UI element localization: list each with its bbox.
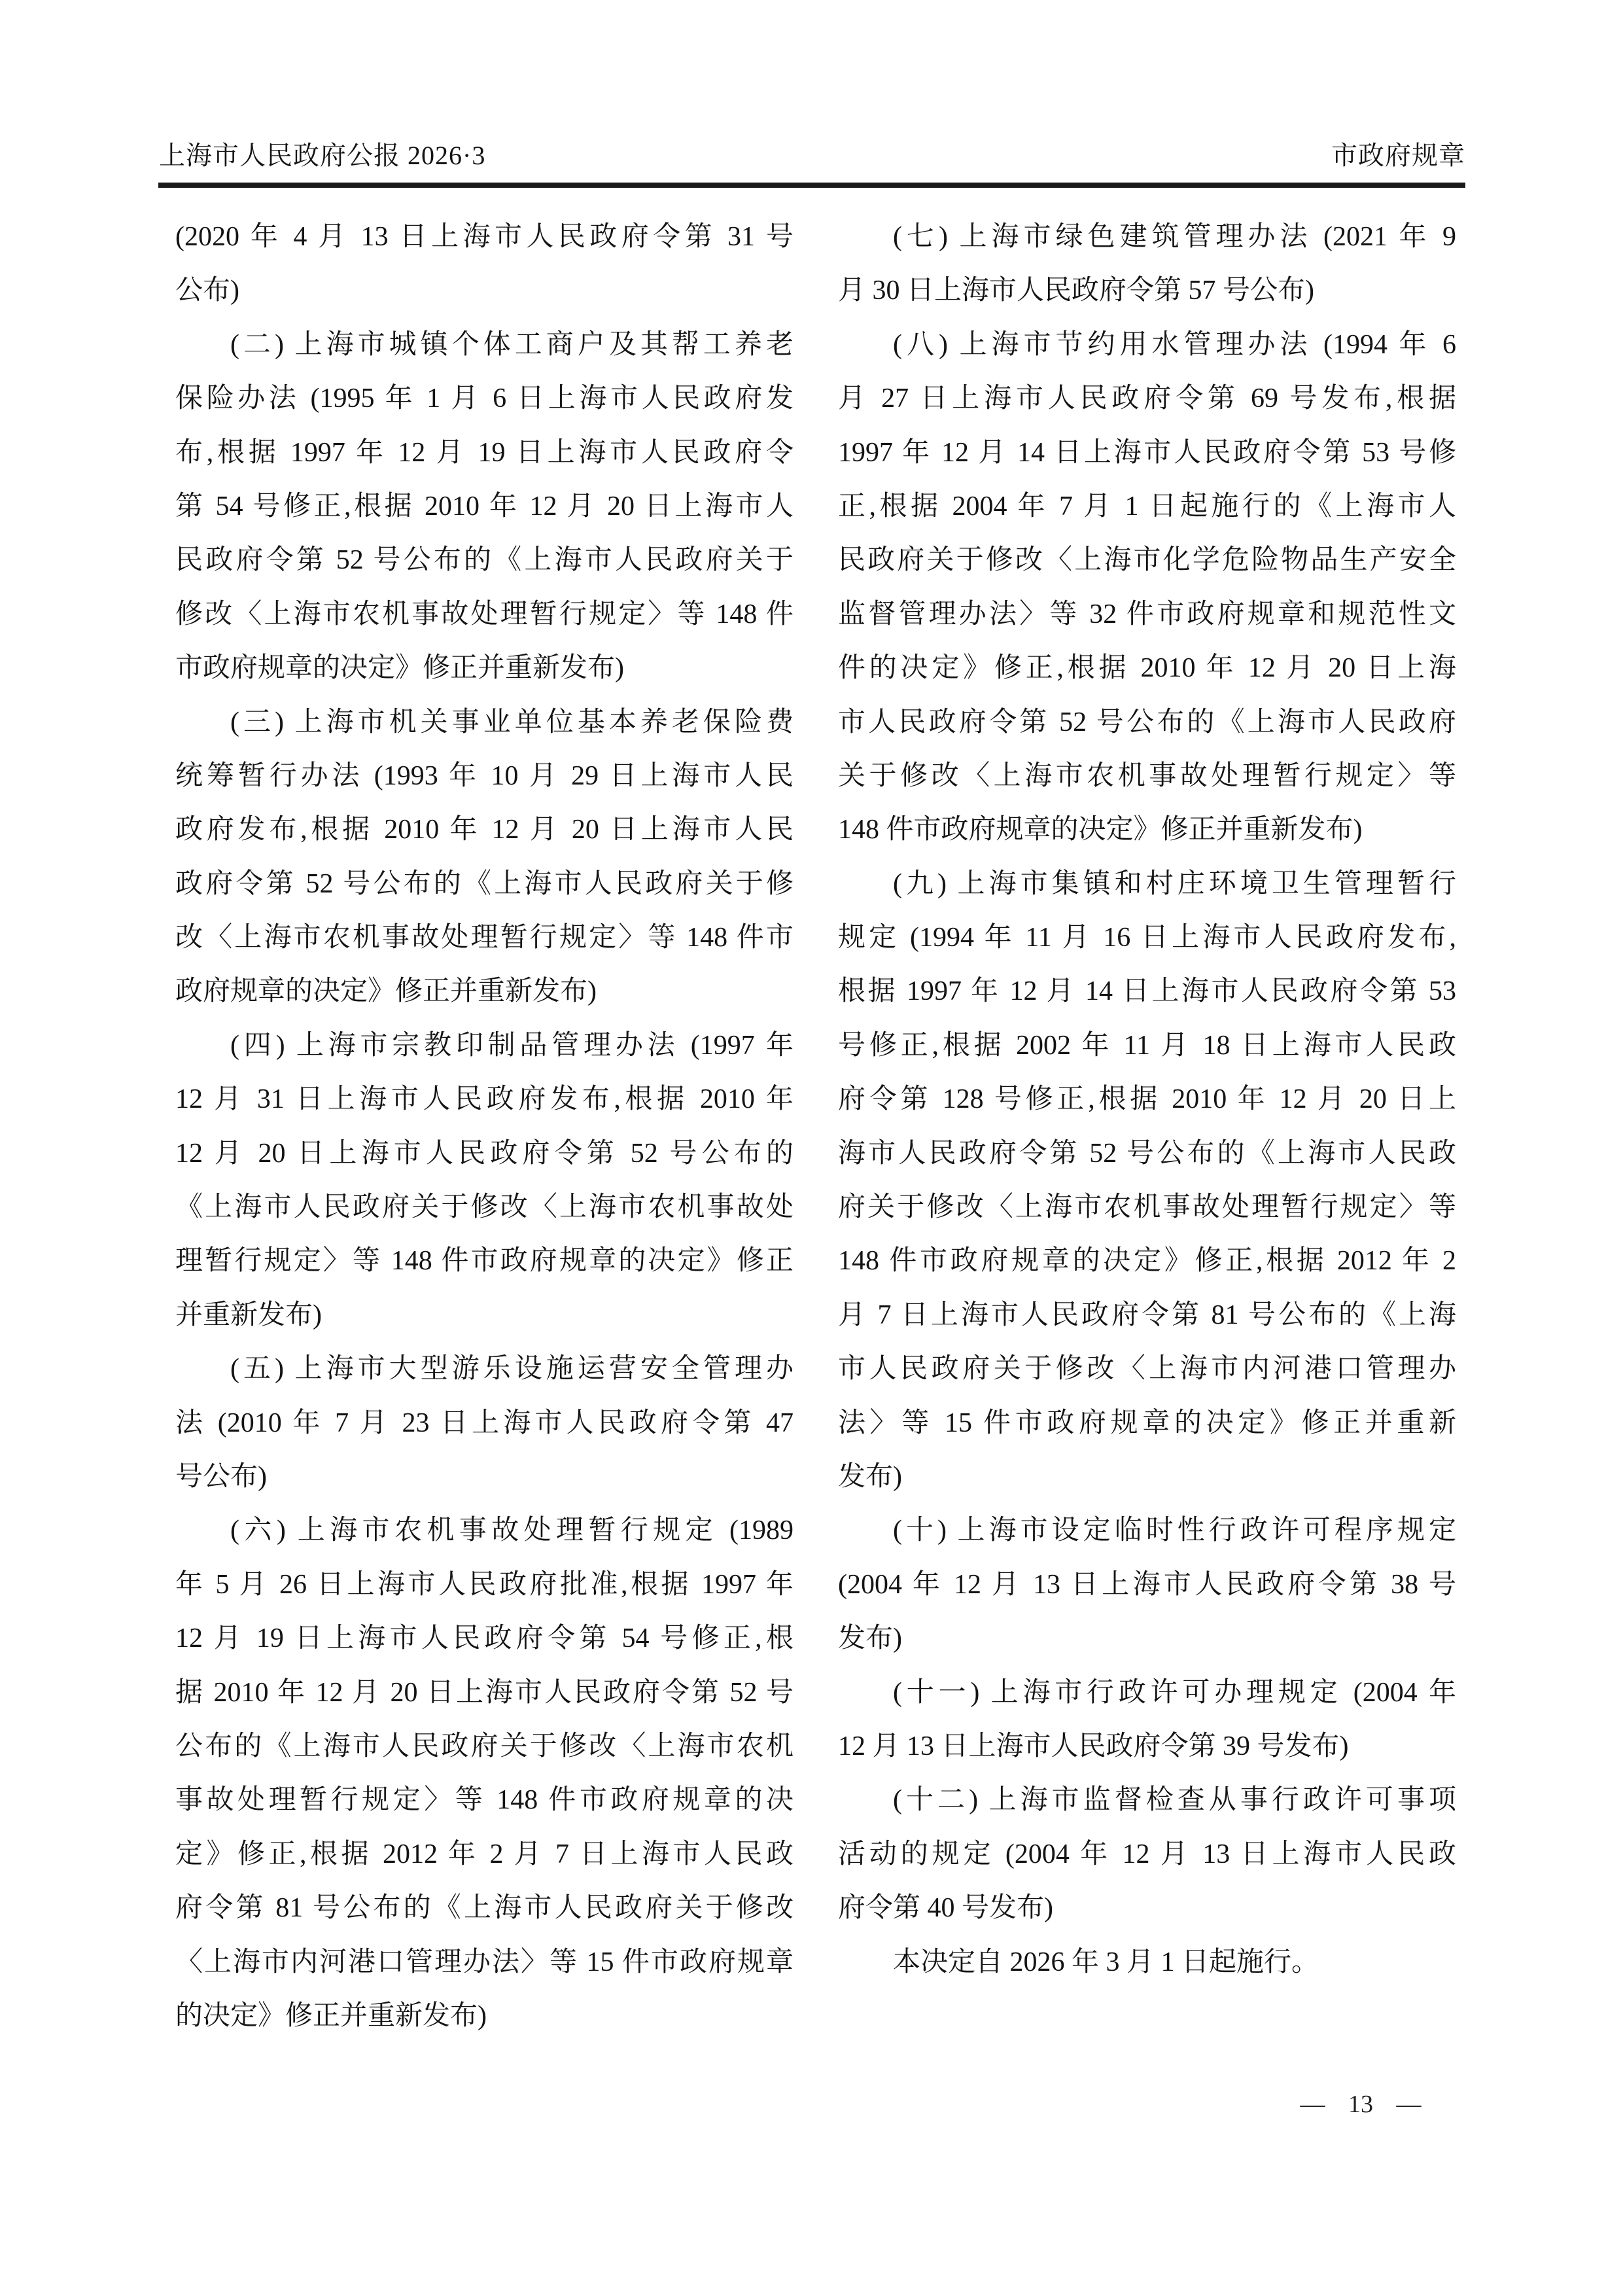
text-line: 公布) <box>175 275 239 306</box>
text-line: (八) 上海市节约用水管理办法 (1994 年 6 <box>893 329 1456 360</box>
text-line: 布,根据 1997 年 12 月 19 日上海市人民政府令 <box>175 437 794 468</box>
text-line: 并重新发布) <box>175 1299 322 1330</box>
text-line: 公布的《上海市人民政府关于修改〈上海市农机 <box>175 1731 794 1761</box>
text-line: 民政府关于修改〈上海市化学危险物品生产安全 <box>838 545 1456 576</box>
text-line: 1997 年 12 月 14 日上海市人民政府令第 53 号修 <box>838 437 1456 468</box>
text-line: 政府发布,根据 2010 年 12 月 20 日上海市人民 <box>175 815 794 845</box>
text-line: 关于修改〈上海市农机事故处理暂行规定〉等 <box>838 760 1456 791</box>
text-line: 修改〈上海市农机事故处理暂行规定〉等 148 件 <box>175 599 794 629</box>
text-line: (十一) 上海市行政许可办理规定 (2004 年 <box>893 1677 1456 1708</box>
text-line: 府令第 128 号修正,根据 2010 年 12 月 20 日上 <box>838 1084 1456 1115</box>
text-line: 148 件市政府规章的决定》修正,根据 2012 年 2 <box>838 1246 1456 1277</box>
left-column <box>175 210 794 2043</box>
text-line: 正,根据 2004 年 7 月 1 日起施行的《上海市人 <box>838 491 1456 521</box>
text-line: 事故处理暂行规定〉等 148 件市政府规章的决 <box>175 1785 794 1816</box>
text-line: 月 7 日上海市人民政府令第 81 号公布的《上海 <box>838 1299 1456 1330</box>
text-line: 市人民政府关于修改〈上海市内河港口管理办 <box>838 1354 1456 1385</box>
text-line: (六) 上海市农机事故处理暂行规定 (1989 <box>230 1515 794 1546</box>
text-line: 海市人民政府令第 52 号公布的《上海市人民政 <box>838 1138 1456 1169</box>
text-line: 的决定》修正并重新发布) <box>175 2000 487 2031</box>
page-header <box>159 134 1465 173</box>
text-line: 12 月 20 日上海市人民政府令第 52 号公布的 <box>175 1138 794 1169</box>
text-line: (2004 年 12 月 13 日上海市人民政府令第 38 号 <box>838 1569 1456 1600</box>
text-line: (九) 上海市集镇和村庄环境卫生管理暂行 <box>893 868 1456 899</box>
text-line: 〈上海市内河港口管理办法〉等 15 件市政府规章 <box>175 1947 794 1977</box>
text-line: 市政府规章的决定》修正并重新发布) <box>175 653 624 684</box>
text-line: 12 月 19 日上海市人民政府令第 54 号修正,根 <box>175 1623 794 1654</box>
text-line: 法 (2010 年 7 月 23 日上海市人民政府令第 47 <box>175 1407 794 1438</box>
header-section-title: 市政府规章 <box>1331 141 1465 170</box>
text-line: 12 月 31 日上海市人民政府发布,根据 2010 年 <box>175 1084 794 1115</box>
text-line: (四) 上海市宗教印制品管理办法 (1997 年 <box>230 1030 794 1061</box>
text-line: 保险办法 (1995 年 1 月 6 日上海市人民政府发 <box>175 383 794 414</box>
text-line: 改〈上海市农机事故处理暂行规定〉等 148 件市 <box>175 923 794 953</box>
text-line: 府令第 40 号发布) <box>838 1893 1053 1924</box>
text-line: 活动的规定 (2004 年 12 月 13 日上海市人民政 <box>838 1839 1456 1869</box>
text-line: 月 27 日上海市人民政府令第 69 号发布,根据 <box>838 383 1456 414</box>
text-line: 号修正,根据 2002 年 11 月 18 日上海市人民政 <box>838 1030 1456 1061</box>
text-line: 年 5 月 26 日上海市人民政府批准,根据 1997 年 <box>175 1569 794 1600</box>
text-line: 月 30 日上海市人民政府令第 57 号公布) <box>838 275 1314 306</box>
text-line: 府关于修改〈上海市农机事故处理暂行规定〉等 <box>838 1192 1456 1223</box>
text-line: 件的决定》修正,根据 2010 年 12 月 20 日上海 <box>838 653 1456 684</box>
text-line: (二) 上海市城镇个体工商户及其帮工养老 <box>230 329 794 360</box>
right-column <box>838 210 1456 1989</box>
text-line: 本决定自 2026 年 3 月 1 日起施行。 <box>893 1947 1319 1977</box>
page-footer <box>1243 2085 1478 2124</box>
text-line: 理暂行规定〉等 148 件市政府规章的决定》修正 <box>175 1246 794 1277</box>
text-line: 府令第 81 号公布的《上海市人民政府关于修改 <box>175 1893 794 1924</box>
header-rule <box>158 183 1465 188</box>
text-line: 政府令第 52 号公布的《上海市人民政府关于修 <box>175 868 794 899</box>
text-line: 统筹暂行办法 (1993 年 10 月 29 日上海市人民 <box>175 760 794 791</box>
text-line: 定》修正,根据 2012 年 2 月 7 日上海市人民政 <box>175 1839 794 1869</box>
text-line: 民政府令第 52 号公布的《上海市人民政府关于 <box>175 545 794 576</box>
text-line: 市人民政府令第 52 号公布的《上海市人民政府 <box>838 707 1456 737</box>
text-line: (十) 上海市设定临时性行政许可程序规定 <box>893 1515 1456 1546</box>
text-line: 政府规章的决定》修正并重新发布) <box>175 976 597 1007</box>
text-line: 第 54 号修正,根据 2010 年 12 月 20 日上海市人 <box>175 491 794 521</box>
text-line: (2020 年 4 月 13 日上海市人民政府令第 31 号 <box>175 222 794 252</box>
text-line: 根据 1997 年 12 月 14 日上海市人民政府令第 53 <box>838 976 1456 1007</box>
text-line: 发布) <box>838 1623 902 1654</box>
text-line: 据 2010 年 12 月 20 日上海市人民政府令第 52 号 <box>175 1677 794 1708</box>
text-line: 监督管理办法〉等 32 件市政府规章和规范性文 <box>838 599 1456 629</box>
text-line: (十二) 上海市监督检查从事行政许可事项 <box>893 1785 1456 1816</box>
text-line: (三) 上海市机关事业单位基本养老保险费 <box>230 707 794 737</box>
header-publication-title: 上海市人民政府公报 2026·3 <box>159 141 486 170</box>
text-line: 《上海市人民政府关于修改〈上海市农机事故处 <box>175 1192 794 1223</box>
text-line: (七) 上海市绿色建筑管理办法 (2021 年 9 <box>893 222 1456 252</box>
text-line: 规定 (1994 年 11 月 16 日上海市人民政府发布, <box>838 923 1456 953</box>
text-line: 12 月 13 日上海市人民政府令第 39 号发布) <box>838 1731 1349 1761</box>
text-line: 号公布) <box>175 1461 267 1492</box>
text-line: 法〉等 15 件市政府规章的决定》修正并重新 <box>838 1407 1456 1438</box>
page-number: — 13 — <box>1300 2091 1422 2118</box>
text-line: 148 件市政府规章的决定》修正并重新发布) <box>838 815 1363 845</box>
text-line: (五) 上海市大型游乐设施运营安全管理办 <box>230 1354 794 1385</box>
text-line: 发布) <box>838 1461 902 1492</box>
